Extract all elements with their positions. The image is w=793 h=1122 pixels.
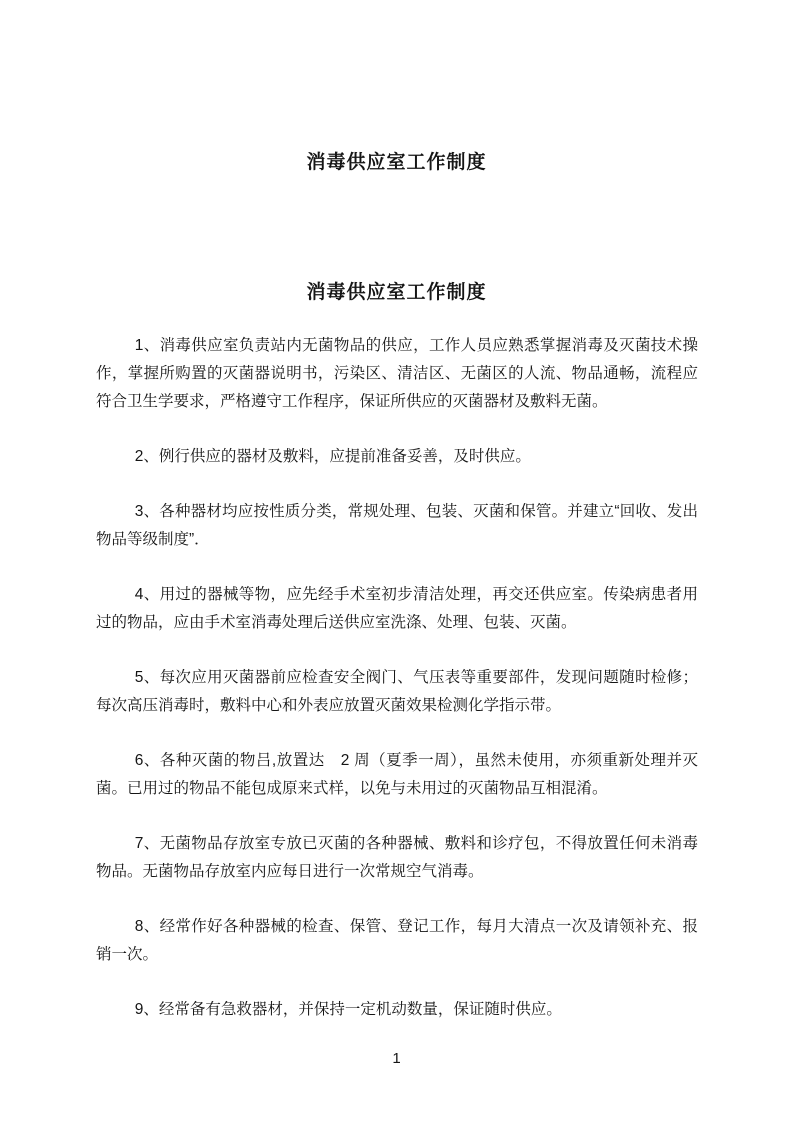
page-number: 1 [392, 1050, 401, 1067]
paragraph-item-5: 5、每次应用灭菌器前应检查安全阀门、气压表等重要部件，发现问题随时检修；每次高压消毒时，敷料中心和外表应放置灭菌效果检测化学指示带。 [96, 669, 698, 714]
paragraph-item-2: 2、例行供应的器材及敷料，应提前准备妥善，及时供应。 [134, 448, 531, 465]
paragraph-item-9: 9、经常备有急救器材，并保持一定机动数量，保证随时供应。 [134, 1001, 562, 1018]
document-body [96, 332, 698, 1051]
paragraph-item-4: 4、用过的器械等物，应先经手术室初步清洁处理，再交还供应室。传染病患者用过的物品，应由手术室消毒处理后送供应室洗涤、处理、包装、灭菌。 [96, 586, 698, 631]
paragraph-item-3: 3、各种器材均应按性质分类，常规处理、包装、灭菌和保管。并建立“回收、发出物品等级制度”． [96, 503, 698, 548]
document-header-title: 消毒供应室工作制度 [306, 152, 487, 173]
paragraph-item-1: 1、消毒供应室负责站内无菌物品的供应，工作人员应熟悉掌握消毒及灭菌技术操作，掌握所购置的灭菌器说明书，污染区、清洁区、无菌区的人流、物品通畅，流程应符合卫生学要求，严格遵守工作程序，保证所供应的灭菌器材及敷料无菌。 [96, 337, 698, 410]
paragraph-item-6: 6、各种灭菌的物吕,放置达 2 周（夏季一周），虽然未使用，亦须重新处理并灭菌。已用过的物品不能包成原来式样，以免与未用过的灭菌物品互相混淆。 [96, 752, 698, 797]
document-title: 消毒供应室工作制度 [306, 282, 487, 303]
paragraph-item-8: 8、经常作好各种器械的检查、保管、登记工作，每月大清点一次及请领补充、报销一次。 [96, 918, 698, 963]
paragraph-item-7: 7、无菌物品存放室专放已灭菌的各种器械、敷料和诊疗包，不得放置任何未消毒物品。无菌物品存放室内应每日进行一次常规空气消毒。 [96, 835, 698, 880]
